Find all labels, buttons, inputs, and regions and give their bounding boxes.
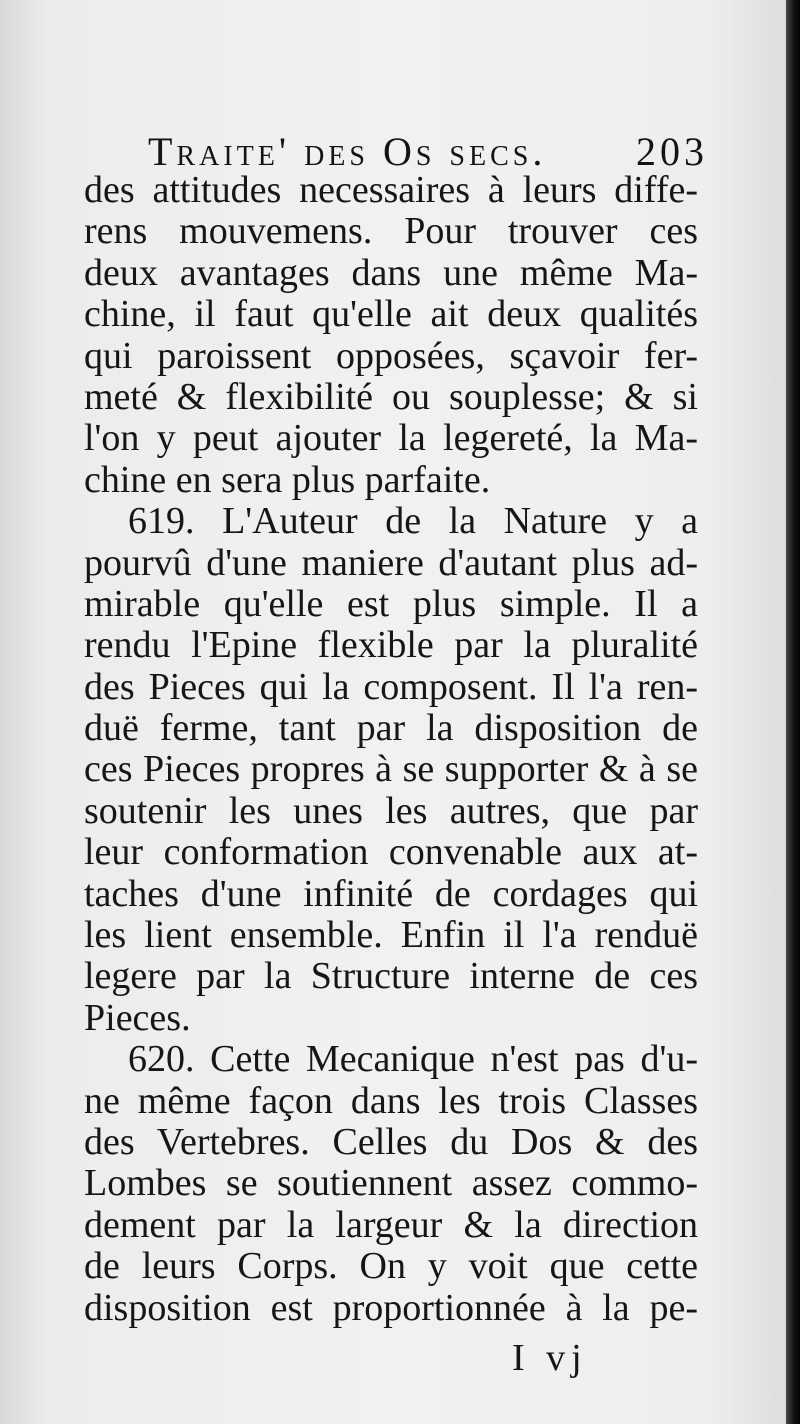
text-line: chine, il faut qu'elle ait deux qualités <box>84 293 698 336</box>
text-line: leur conformation convenable aux at- <box>84 831 698 874</box>
text-line: qui paroissent opposées, sçavoir fer- <box>84 334 698 377</box>
body-text <box>84 170 698 1329</box>
text-line: l'on y peut ajouter la legereté, la Ma- <box>84 417 698 460</box>
text-line: 619. L'Auteur de la Nature y a <box>128 500 698 543</box>
text-line: meté & flexibilité ou souplesse; & si <box>84 375 698 418</box>
text-line: taches d'une infinité de cordages qui <box>84 872 698 915</box>
text-line: deux avantages dans une même Ma- <box>84 251 698 294</box>
text-line: Pieces. <box>84 996 191 1039</box>
page-number: 203 <box>636 129 708 174</box>
signature-mark: I vj <box>512 1337 588 1379</box>
text-line: dement par la largeur & la direction <box>84 1203 698 1246</box>
page-edge-shadow <box>786 0 800 1424</box>
text-line: rendu l'Epine flexible par la pluralité <box>84 624 698 667</box>
text-line: rens mouvemens. Pour trouver ces <box>84 210 698 253</box>
text-line: des attitudes necessaires à leurs diffe- <box>84 169 698 211</box>
text-line: duë ferme, tant par la disposition de <box>84 707 698 750</box>
text-line: des Vertebres. Celles du Dos & des <box>84 1120 698 1163</box>
text-line: chine en sera plus parfaite. <box>84 458 491 501</box>
text-line: ne même façon dans les trois Classes <box>84 1079 698 1122</box>
text-line: ces Pieces propres à se supporter & à se <box>84 748 698 791</box>
text-line: legere par la Structure interne de ces <box>84 955 698 998</box>
text-line: soutenir les unes les autres, que par <box>84 789 698 832</box>
text-line: des Pieces qui la composent. Il l'a ren- <box>84 665 698 708</box>
running-title: Traite' des Os secs. <box>148 129 547 174</box>
text-line: disposition est proportionnée à la pe- <box>84 1286 698 1329</box>
text-line: les lient ensemble. Enfin il l'a renduë <box>84 914 698 957</box>
text-line: Lombes se soutiennent assez commo- <box>84 1162 698 1205</box>
text-line: 620. Cette Mecanique n'est pas d'u- <box>128 1038 698 1081</box>
text-line: de leurs Corps. On y voit que cette <box>84 1245 698 1288</box>
text-line: mirable qu'elle est plus simple. Il a <box>84 582 698 625</box>
text-line: pourvû d'une maniere d'autant plus ad- <box>84 541 698 584</box>
